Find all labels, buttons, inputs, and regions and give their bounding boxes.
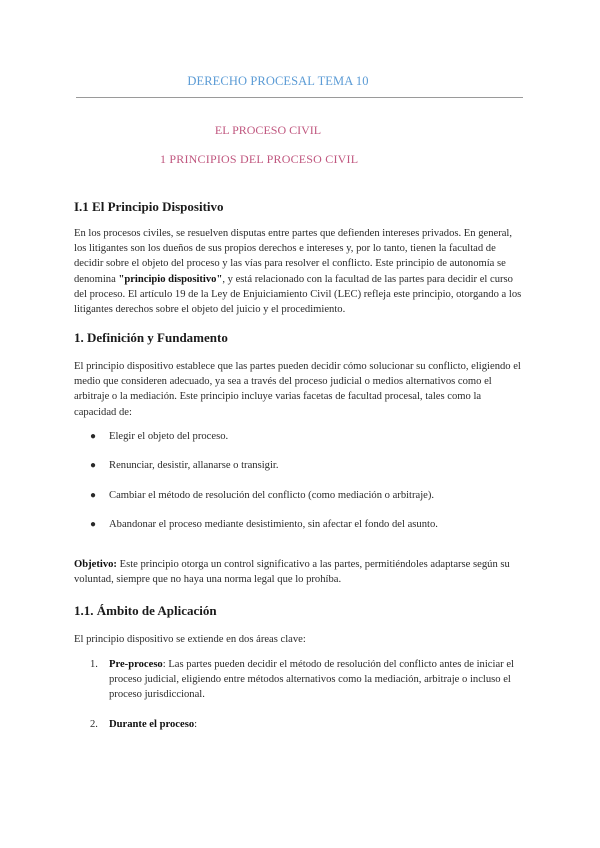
paragraph-intro xyxy=(74,226,526,317)
heading-ambito: 1.1. Ámbito de Aplicación xyxy=(74,603,217,618)
section-title: 1 PRINCIPIOS DEL PROCESO CIVIL xyxy=(160,152,359,166)
list-item xyxy=(90,458,278,473)
bullet-icon: ● xyxy=(90,460,97,471)
heading-principio-dispositivo: I.1 El Principio Dispositivo xyxy=(74,199,224,214)
heading-definicion: 1. Definición y Fundamento xyxy=(74,330,228,345)
item-label: Pre-proceso xyxy=(109,659,163,670)
paragraph-objetivo xyxy=(74,557,526,587)
list-item xyxy=(90,429,228,444)
paragraph-intro-bold: "principio dispositivo" xyxy=(118,273,223,285)
list-item xyxy=(90,488,434,503)
list-item-text: Cambiar el método de resolución del conflicto (como mediación o arbitraje). xyxy=(109,490,435,501)
list-item-text: Renunciar, desistir, allanarse o transigir. xyxy=(109,460,279,471)
bullet-icon: ● xyxy=(90,431,97,442)
document-title: DERECHO PROCESAL TEMA 10 xyxy=(187,74,369,88)
item-number: 2. xyxy=(90,719,98,730)
objective-label: Objetivo: xyxy=(74,559,117,570)
bullet-icon: ● xyxy=(90,490,97,501)
numbered-item xyxy=(90,657,526,703)
objective-text: Este principio otorga un control significativo a las partes, permitiéndoles adaptarse según su voluntad, siempre que no haya una norma legal que lo prohíba. xyxy=(74,559,510,586)
list-item-text: Elegir el objeto del proceso. xyxy=(109,431,229,442)
numbered-item xyxy=(90,717,526,732)
paragraph-intro-text-a: En los procesos civiles, se resuelven disputas entre partes que defienden intereses privados. En general, los litigantes son los dueños de sus propios derechos e intereses y, por lo tanto, tienen la facultad de decidir sobre el objeto del proceso y las vías para resolver el conflicto. Este principio de autonomía se denomina xyxy=(74,228,513,285)
chapter-title: EL PROCESO CIVIL xyxy=(214,123,322,137)
title-divider xyxy=(76,97,523,98)
item-label: Durante el proceso xyxy=(109,719,195,730)
list-item-text: Abandonar el proceso mediante desistimiento, sin afectar el fondo del asunto. xyxy=(109,519,438,530)
item-text: : Las partes pueden decidir el método de resolución del conflicto antes de iniciar el proceso judicial, eligiendo entre métodos alternativos como la mediación, arbitraje o incluso el proceso jurisdiccional. xyxy=(109,659,514,701)
list-item xyxy=(90,517,438,532)
paragraph-intro-text-b: , y está relacionado con la facultad de las partes para decidir el curso del proceso. El artículo 19 de la Ley de Enjuiciamiento Civil (LEC) refleja este principio, otorgando a los litigantes derechos sobre el objeto del juicio y el procedimiento. xyxy=(74,273,522,316)
paragraph-definicion: El principio dispositivo establece que las partes pueden decidir cómo solucionar su conflicto, eligiendo el medio que consideren adecuado, ya sea a través del proceso judicial o medios alternativos como el arbitraje o la mediación. Este principio incluye varias facetas de facultad procesal, tales como la capacidad de: xyxy=(74,361,521,418)
bullet-icon: ● xyxy=(90,519,97,530)
paragraph-ambito-intro: El principio dispositivo se extiende en dos áreas clave: xyxy=(74,634,306,645)
item-text: : xyxy=(194,719,198,730)
item-number: 1. xyxy=(90,659,98,670)
